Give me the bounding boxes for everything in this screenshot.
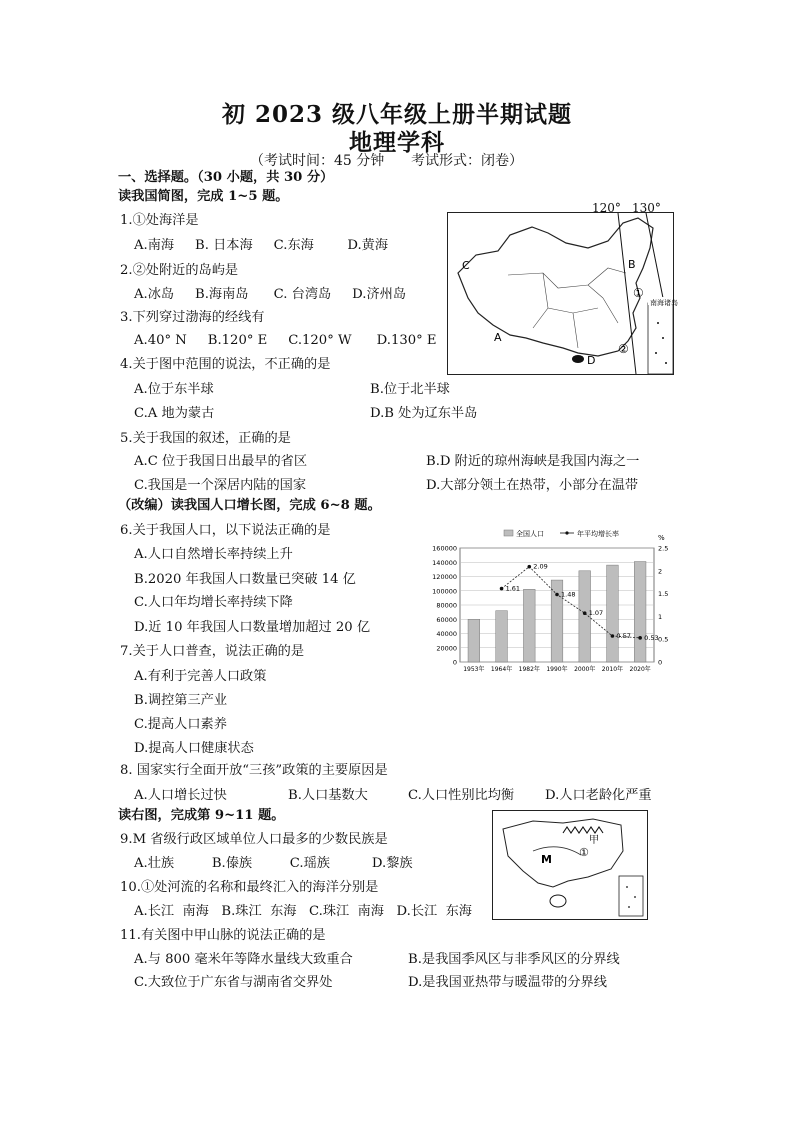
legend-label-line: 年平均增长率 [577, 530, 619, 538]
growth-point [527, 565, 531, 569]
q6-option-b: B.2020 年我国人口数量已突破 14 亿 [134, 572, 356, 587]
y-left-tick: 20000 [436, 644, 457, 653]
q7-option-a: A.有利于完善人口政策 [134, 669, 267, 684]
y-left-tick: 100000 [432, 587, 457, 596]
label-a: A [494, 331, 502, 344]
q11-stem: 11.有关图中甲山脉的说法正确的是 [120, 928, 326, 943]
province-lines [508, 268, 626, 348]
x-tick: 2020年 [629, 666, 651, 673]
x-tick: 1982年 [518, 666, 540, 673]
q5-stem: 5.关于我国的叙述，正确的是 [120, 431, 291, 446]
q4-option-d: D.B 处为辽东半岛 [370, 406, 478, 421]
intro-9-11: 读右图，完成第 9~11 题。 [118, 808, 285, 823]
y-right-tick: 1.5 [658, 590, 669, 599]
china-map [447, 212, 678, 375]
q8-stem: 8. 国家实行全面开放“三孩”政策的主要原因是 [120, 763, 388, 778]
intro-1-5: 读我国简图，完成 1~5 题。 [118, 189, 289, 204]
q4-stem: 4.关于图中范围的说法，不正确的是 [120, 357, 331, 372]
q7-option-d: D.提高人口健康状态 [134, 741, 254, 756]
bar [634, 562, 646, 662]
growth-label: 1.07 [588, 609, 604, 618]
guangdong-map [492, 810, 648, 920]
growth-label: 0.57 [616, 632, 631, 641]
growth-label: 1.61 [505, 584, 521, 593]
y-right-tick: 2 [658, 567, 663, 576]
q7-option-b: B.调控第三产业 [134, 693, 228, 708]
hainan-island [572, 355, 584, 363]
y-left-tick: 80000 [436, 601, 457, 610]
q4-option-c: C.A 地为蒙古 [134, 406, 215, 421]
q1-stem: 1.①处海洋是 [120, 213, 199, 228]
y-left-tick: 140000 [432, 558, 457, 567]
bar [496, 611, 508, 662]
circle-2: ② [618, 342, 629, 356]
q8-option-c: C.人口性别比均衡 [408, 788, 515, 803]
exam-title: 初 2023 级八年级上册半期试题 [221, 101, 573, 128]
q11-option-b: B.是我国季风区与非季风区的分界线 [408, 952, 620, 967]
growth-label: 2.09 [533, 562, 548, 571]
q9-stem: 9.M 省级行政区域单位人口最多的少数民族是 [120, 832, 388, 847]
y-right-tick: 0.5 [658, 635, 669, 644]
q8-option-b: B.人口基数大 [288, 788, 368, 803]
growth-point [638, 636, 642, 640]
q10-stem: 10.①处河流的名称和最终汇入的海洋分别是 [120, 880, 379, 895]
inset-label: 南海诸岛 [650, 299, 678, 307]
lon-label-120: 120° [592, 201, 621, 215]
legend-swatch-point [565, 531, 568, 534]
q7-option-c: C.提高人口素养 [134, 717, 227, 732]
q11-option-c: C.大致位于广东省与湖南省交界处 [134, 975, 333, 990]
q3-stem: 3.下列穿过渤海的经线有 [120, 310, 265, 325]
q2-stem: 2.②处附近的岛屿是 [120, 263, 239, 278]
x-tick: 1964年 [490, 666, 513, 673]
label-jia: 甲 [589, 835, 599, 846]
q5-option-c: C.我国是一个深居内陆的国家 [134, 478, 307, 493]
bar [468, 619, 480, 662]
subject-title: 地理学科 [349, 129, 445, 156]
q1-options: A.南海 B. 日本海 C.东海 D.黄海 [134, 238, 389, 253]
exam-info: （考试时间：45 分钟 考试形式：闭卷） [250, 153, 523, 169]
q5-option-a: A.C 位于我国日出最早的省区 [134, 454, 308, 469]
label-m: M [541, 853, 552, 866]
q4-option-b: B.位于北半球 [370, 382, 450, 397]
growth-label: 1.48 [561, 590, 576, 599]
growth-point [555, 593, 559, 597]
q3-options: A.40° N B.120° E C.120° W D.130° E [134, 333, 437, 348]
label-b: B [628, 258, 636, 271]
island [550, 895, 566, 907]
guangdong-map-svg [493, 811, 647, 919]
q6-option-a: A.人口自然增长率持续上升 [134, 547, 293, 562]
x-tick: 2000年 [574, 666, 596, 673]
y-right-tick: 0 [658, 658, 663, 667]
region-outline [503, 819, 623, 887]
y-left-tick: 160000 [432, 544, 457, 553]
mountain-jia [563, 827, 603, 833]
x-tick: 2010年 [601, 666, 624, 673]
q6-option-c: C.人口年均增长率持续下降 [134, 595, 293, 610]
growth-point [611, 634, 615, 638]
label-c: C [462, 259, 470, 272]
section-heading: 一、选择题。（30 小题，共 30 分） [118, 170, 334, 185]
inset-box [648, 303, 673, 374]
q6-option-d: D.近 10 年我国人口数量增加超过 20 亿 [134, 620, 371, 635]
q6-stem: 6.关于我国人口，以下说法正确的是 [120, 523, 331, 538]
q4-option-a: A.位于东半球 [134, 382, 214, 397]
china-map-svg [448, 213, 678, 374]
circle-1: ① [579, 846, 589, 859]
y-right-tick: 2.5 [658, 544, 669, 553]
q5-option-b: B.D 附近的琼州海峡是我国内海之一 [426, 454, 640, 469]
q10-options: A.长江 南海 B.珠江 东海 C.珠江 南海 D.长江 东海 [134, 904, 472, 919]
q11-option-d: D.是我国亚热带与暖温带的分界线 [408, 975, 607, 990]
y-right-tick: 1 [658, 612, 663, 621]
y-left-tick: 120000 [432, 573, 457, 581]
q8-option-a: A.人口增长过快 [134, 788, 227, 803]
q11-option-a: A.与 800 毫米年等降水量线大致重合 [134, 952, 353, 967]
growth-label: 0.53 [644, 633, 659, 642]
bar [523, 589, 535, 662]
population-chart-svg [422, 526, 680, 678]
label-d: D [587, 354, 596, 367]
x-tick: 1953年 [463, 666, 485, 673]
legend-label-bar: 全国人口 [516, 530, 544, 538]
lon-label-130: 130° [632, 201, 661, 215]
y-right-unit: % [658, 534, 665, 542]
growth-point [583, 611, 587, 615]
circle-1: ① [633, 286, 644, 300]
growth-line [502, 567, 641, 641]
inset-box [619, 876, 643, 916]
china-outline [458, 218, 653, 356]
legend-swatch-bar [504, 530, 513, 536]
population-chart [422, 526, 680, 678]
q5-option-d: D.大部分领土在热带，小部分在温带 [426, 478, 639, 493]
q7-stem: 7.关于人口普查，说法正确的是 [120, 644, 305, 659]
intro-6-8: （改编）读我国人口增长图，完成 6~8 题。 [118, 498, 381, 513]
q8-option-d: D.人口老龄化严重 [545, 788, 652, 803]
x-tick: 1990年 [546, 666, 568, 673]
bar [607, 565, 619, 662]
y-left-tick: 40000 [436, 630, 457, 638]
growth-point [500, 587, 504, 591]
y-left-tick: 60000 [436, 615, 457, 624]
q9-options: A.壮族 B.傣族 C.瑶族 D.黎族 [134, 856, 413, 871]
y-left-tick: 0 [452, 658, 457, 667]
q2-options: A.冰岛 B.海南岛 C. 台湾岛 D.济州岛 [134, 287, 407, 302]
